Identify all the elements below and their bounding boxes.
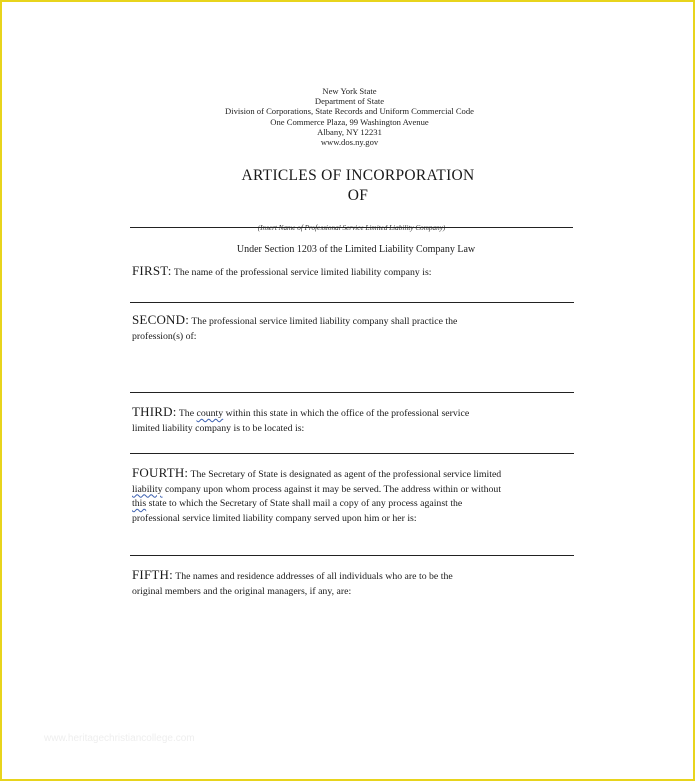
header-line-city: Albany, NY 12231 — [317, 126, 382, 137]
header-line-website: www.dos.ny.gov — [320, 137, 379, 148]
article-third-heading: THIRD: — [132, 404, 177, 419]
agency-header — [2, 86, 695, 147]
document-title — [2, 166, 695, 206]
article-fifth-text-2: original members and the original managers, if any, are: — [132, 585, 352, 597]
header-line-street: One Commerce Plaza, 99 Washington Avenue — [270, 116, 429, 127]
article-third-spelling-mark: county — [196, 408, 224, 419]
title-line-2: OF — [347, 187, 369, 204]
article-second-text-2: profession(s) of: — [132, 330, 197, 342]
article-fifth-heading: FIFTH: — [132, 567, 173, 582]
statute-reference: Under Section 1203 of the Limited Liability Company Law — [236, 244, 476, 255]
article-fourth-text-1: The Secretary of State is designated as agent of the professional service limited — [190, 469, 502, 480]
header-line-department: Department of State — [314, 96, 385, 107]
article-second-text-1: The professional service limited liability company shall practice the — [191, 316, 458, 327]
article-first-text: The name of the professional service limited liability company is: — [173, 267, 432, 278]
article-first — [132, 264, 572, 281]
header-line-division: Division of Corporations, State Records and Uniform Commercial Code — [225, 106, 474, 117]
article-third-text-2: limited liability company is to be located is: — [132, 422, 305, 434]
article-third — [132, 405, 572, 436]
article-fifth-text-1: The names and residence addresses of all individuals who are to be the — [175, 571, 453, 582]
article-fourth-text-3: state to which the Secretary of State shall mail a copy of any process against the — [148, 498, 463, 509]
company-name-hint: (Insert Name of Professional Service Limited Liability Company) — [257, 224, 446, 232]
article-fourth-heading: FOURTH: — [132, 465, 189, 480]
article-third-answer-line — [130, 453, 574, 454]
article-first-heading: FIRST: — [132, 263, 172, 278]
article-fifth — [132, 568, 572, 599]
article-second-heading: SECOND: — [132, 312, 190, 327]
article-fourth-answer-line — [130, 555, 574, 556]
article-fourth-text-2: company upon whom process against it may be served. The address within or without — [164, 483, 502, 495]
article-second-answer-line — [130, 392, 574, 393]
article-third-text-post: within this state in which the office of the professional service — [225, 408, 470, 419]
article-fourth-spelling-mark-2: this — [132, 498, 147, 509]
article-second — [132, 313, 572, 344]
company-name-field-line — [130, 227, 573, 228]
article-third-text-pre: The — [178, 408, 195, 419]
article-fourth-text-4: professional service limited liability company served upon him or her is: — [132, 512, 417, 524]
article-fourth — [132, 466, 572, 526]
watermark-text: www.heritagechristiancollege.com — [44, 733, 195, 744]
header-line-state: New York State — [322, 86, 377, 96]
article-first-answer-line — [130, 302, 574, 303]
title-line-1: ARTICLES OF INCORPORATION — [241, 167, 475, 184]
article-fourth-spelling-mark-1: liability — [132, 483, 163, 495]
